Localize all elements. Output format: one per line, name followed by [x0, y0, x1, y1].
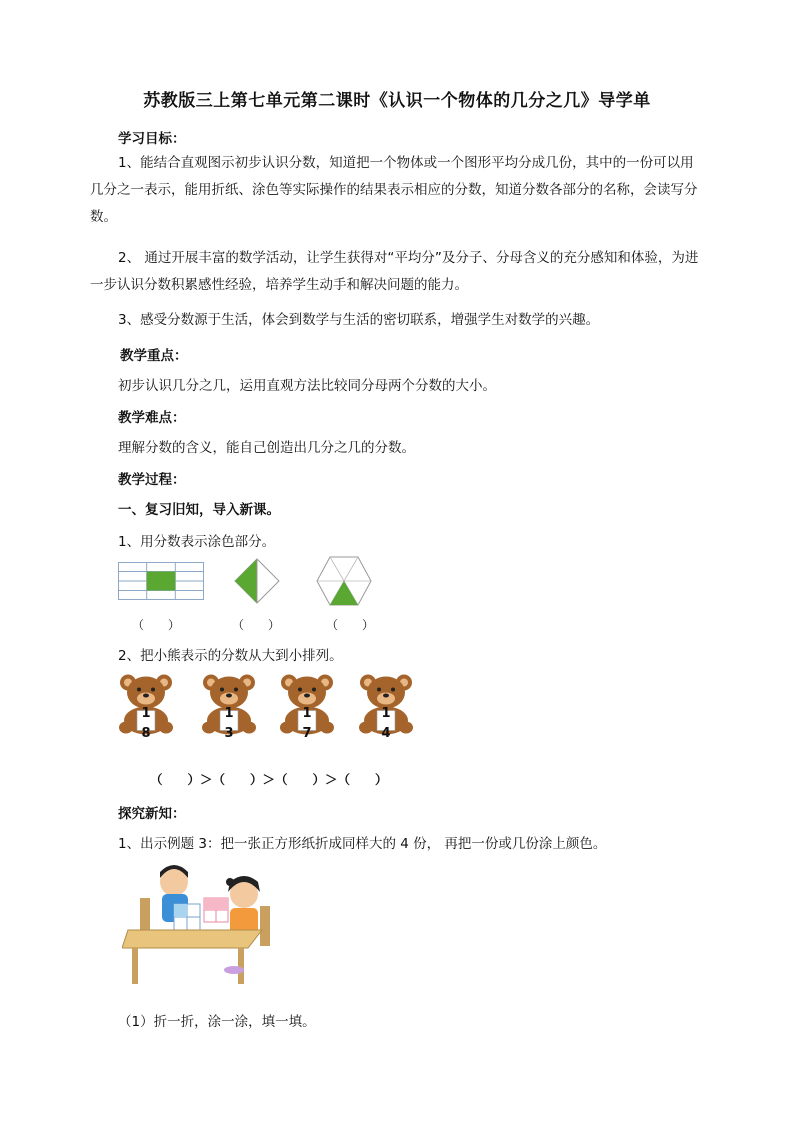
grid-rectangle-figure [118, 562, 204, 600]
bear-1-numerator: 1 [141, 706, 151, 721]
bear-1-denominator: 8 [141, 726, 151, 741]
rhombus-figure [234, 558, 280, 604]
bear-4-denominator: 4 [381, 726, 391, 741]
order-answer-line[interactable]: （ ）＞（ ）＞（ ）＞（ ） [150, 772, 388, 787]
goal-2-text: 2、 通过开展丰富的数学活动，让学生获得对“平均分”及分子、分母含义的充分感知和体验，为进一步认识分数积累感性经验，培养学生动手和解决问题的能力。 [90, 250, 699, 293]
goals-heading: 学习目标： [118, 131, 186, 147]
answer-blank-3[interactable]: （ ） [326, 618, 375, 632]
step-1-instruction: （1）折一折，涂一涂，填一填。 [118, 1014, 316, 1030]
hexagon-figure [316, 556, 372, 606]
key-point-heading: 教学重点： [120, 348, 188, 364]
bear-2-numerator: 1 [224, 706, 234, 721]
difficulty-heading: 教学难点： [118, 410, 186, 426]
goal-1 [90, 150, 705, 231]
goal-3 [90, 307, 705, 334]
children-folding-paper-illustration [122, 858, 272, 988]
goal-3-text: 3、感受分数源于生活，体会到数学与生活的密切联系，增强学生对数学的兴趣。 [118, 312, 600, 328]
answer-blank-2[interactable]: （ ） [232, 618, 281, 632]
question-2: 2、把小熊表示的分数从大到小排列。 [118, 648, 343, 664]
goal-1-text: 1、能结合直观图示初步认识分数，知道把一个物体或一个图形平均分成几份，其中的一份可以用几分之一表示，能用折纸、涂色等实际操作的结果表示相应的分数，知道分数各部分的名称，会读写分数。 [90, 155, 698, 225]
explore-heading: 探究新知： [118, 806, 186, 822]
answer-blank-1[interactable]: （ ） [132, 618, 181, 632]
bear-3-numerator: 1 [302, 706, 312, 721]
page-title: 苏教版三上第七单元第二课时《认识一个物体的几分之几》导学单 [143, 91, 651, 111]
bear-2-denominator: 3 [224, 726, 234, 741]
bear-4-numerator: 1 [381, 706, 391, 721]
goal-2 [90, 245, 705, 299]
bear-3-denominator: 7 [302, 726, 312, 741]
question-1: 1、用分数表示涂色部分。 [118, 534, 276, 550]
key-point-text: 初步认识几分之几，运用直观方法比较同分母两个分数的大小。 [118, 378, 496, 394]
example-3-text: 1、出示例题 3：把一张正方形纸折成同样大的 4 份， 再把一份或几份涂上颜色。 [118, 836, 607, 852]
section-1-heading: 一、复习旧知，导入新课。 [118, 502, 280, 518]
process-heading: 教学过程： [118, 472, 186, 488]
difficulty-text: 理解分数的含义，能自己创造出几分之几的分数。 [118, 440, 415, 456]
